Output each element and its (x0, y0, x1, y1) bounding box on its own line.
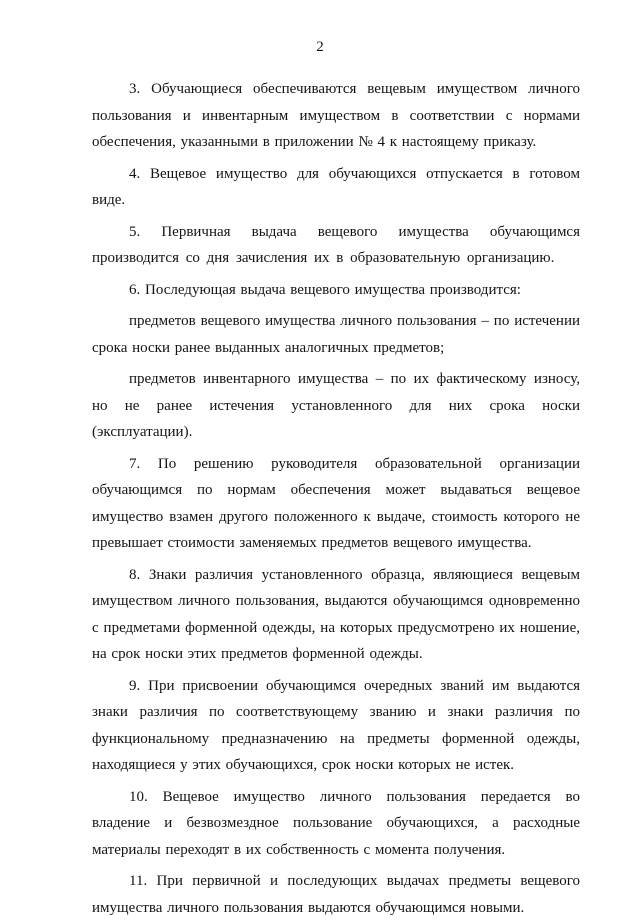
paragraph-9: 9. При присвоении обучающимся очередных званий им выдаются знаки различия по соответствующему званию и знаки различия по функциональному предназначению на предметы форменной одежды, находящиеся у этих обучающихся, срок носки которых не истек. (92, 677, 580, 773)
paragraph-6-item-1: предметов вещевого имущества личного пользования – по истечении срока носки ранее выданных аналогичных предметов; (92, 313, 580, 356)
paragraph-8: 8. Знаки различия установленного образца, являющиеся вещевым имуществом личного пользования, выдаются обучающимся одновременно с предметами форменной одежды, на которых предусмотрено их ношение, на срок носки этих предметов форменной одежды. (92, 566, 580, 662)
paragraph-4: 4. Вещевое имущество для обучающихся отпускается в готовом виде. (92, 165, 580, 208)
paragraph-6-item-2: предметов инвентарного имущества – по их фактическому износу, но не ранее истечения установленного для них срока носки (эксплуатации). (92, 371, 580, 440)
document-body (92, 76, 580, 921)
paragraph-7: 7. По решению руководителя образовательной организации обучающимся по нормам обеспечения может выдаваться вещевое имущество взамен другого положенного к выдаче, стоимость которого не превышает стоимости заменяемых предметов вещевого имущества. (92, 455, 580, 551)
paragraph-3: 3. Обучающиеся обеспечиваются вещевым имуществом личного пользования и инвентарным имуществом в соответствии с нормами обеспечения, указанными в приложении № 4 к настоящему приказу. (92, 81, 580, 150)
paragraph-5: 5. Первичная выдача вещевого имущества обучающимся производится со дня зачисления их в образовательную организацию. (92, 223, 580, 266)
page-number: 2 (316, 39, 324, 55)
paragraph-11: 11. При первичной и последующих выдачах предметы вещевого имущества личного пользования выдаются обучающимся новыми. (92, 873, 580, 916)
paragraph-10: 10. Вещевое имущество личного пользования передается во владение и безвозмездное пользование обучающихся, а расходные материалы переходят в их собственность с момента получения. (92, 788, 580, 858)
paragraph-6: 6. Последующая выдача вещевого имущества производится: (129, 281, 521, 298)
